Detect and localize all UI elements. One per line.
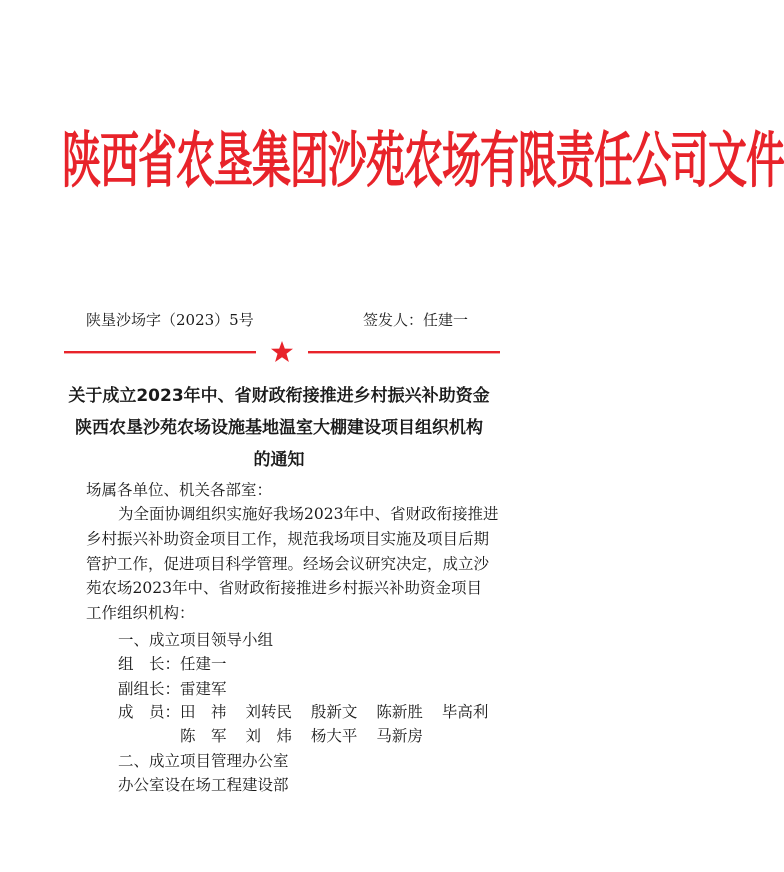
star-icon: [271, 341, 293, 362]
member-name: 毕高利: [441, 703, 489, 721]
members-row-1: [180, 700, 502, 722]
red-rule-with-star: [64, 341, 500, 363]
paragraph-line: 苑农场2023年中、省财政衔接推进乡村振兴补助资金项目: [86, 579, 482, 597]
member-name: 陈新胜: [376, 703, 423, 721]
member-name: 杨大平: [310, 727, 358, 745]
document-header-title: 陕西省农垦集团沙苑农场有限责任公司文件: [62, 125, 784, 197]
member-name: 田 祎: [180, 703, 227, 721]
paragraph-line: 管护工作，促进项目科学管理。经场会议研究决定，成立沙: [86, 555, 490, 573]
signer: 签发人：任建一: [363, 311, 469, 329]
deputy-leader-line: 副组长：雷建军: [118, 680, 227, 698]
office-line: 办公室设在场工程建设部: [118, 776, 289, 794]
members-row-2: [180, 724, 437, 746]
paragraph-line: 为全面协调组织实施好我场2023年中、省财政衔接推进: [118, 505, 499, 523]
member-name: 刘 炜: [245, 727, 292, 745]
document-number: 陕垦沙场字（2023）5号: [86, 311, 254, 329]
section-heading-2: 二、成立项目管理办公室: [118, 752, 289, 770]
leader-line: 组 长：任建一: [118, 655, 227, 673]
notice-title-line-3: 的通知: [253, 450, 305, 470]
members-label: 成 员：: [118, 703, 181, 721]
notice-title-line-2: 陕西农垦沙苑农场设施基地温室大棚建设项目组织机构: [75, 418, 483, 438]
paragraph-line: 工作组织机构：: [86, 604, 195, 622]
section-heading-1: 一、成立项目领导小组: [118, 631, 274, 649]
member-name: 陈 军: [180, 727, 227, 745]
addressee: 场属各单位、机关各部室：: [86, 481, 273, 499]
red-rule-right: [308, 351, 500, 353]
member-name: 殷新文: [310, 703, 358, 721]
member-name: 马新房: [376, 727, 423, 745]
member-name: 刘转民: [245, 703, 292, 721]
notice-title-line-1: 关于成立2023年中、省财政衔接推进乡村振兴补助资金: [68, 386, 490, 406]
red-rule-left: [64, 351, 256, 353]
paragraph-line: 乡村振兴补助资金项目工作，规范我场项目实施及项目后期: [86, 530, 490, 548]
